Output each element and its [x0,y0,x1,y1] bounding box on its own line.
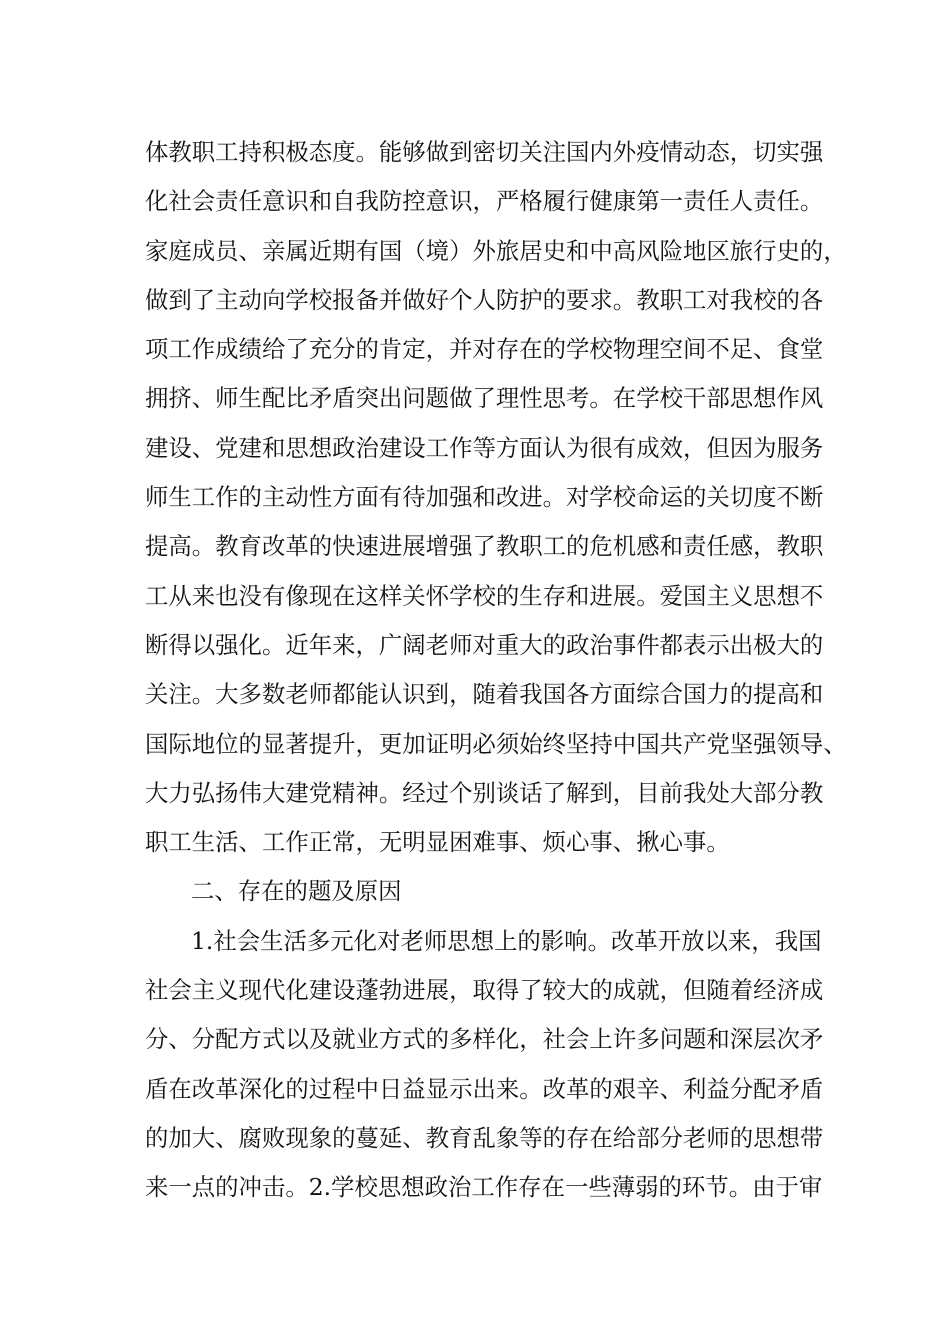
text-line: 盾在改革深化的过程中日益显示出来。改革的艰辛、利益分配矛盾 [145,1074,824,1103]
text-line: 项工作成绩给了充分的肯定，并对存在的学校物理空间不足、食堂 [145,335,824,364]
paragraph-first-line: 1.社会生活多元化对老师思想上的影响。改革开放以来，我国 [191,926,822,955]
text-line: 建设、党建和思想政治建设工作等方面认为很有成效，但因为服务 [145,433,824,462]
text-line: 断得以强化。近年来，广阔老师对重大的政治事件都表示出极大的 [145,630,824,659]
text-line: 家庭成员、亲属近期有国（境）外旅居史和中高风险地区旅行史的， [145,236,847,265]
text-line: 社会主义现代化建设蓬勃进展，取得了较大的成就，但随着经济成 [145,976,824,1005]
paragraph-end-line: 职工生活、工作正常，无明显困难事、烦心事、揪心事。 [145,828,730,857]
text-line: 的加大、腐败现象的蔓延、教育乱象等的存在给部分老师的思想带 [145,1123,824,1152]
text-line: 化社会责任意识和自我防控意识，严格履行健康第一责任人责任。 [145,187,824,216]
text-line: 拥挤、师生配比矛盾突出问题做了理性思考。在学校干部思想作风 [145,384,824,413]
text-line: 做到了主动向学校报备并做好个人防护的要求。教职工对我校的各 [145,285,824,314]
text-line: 体教职工持积极态度。能够做到密切关注国内外疫情动态，切实强 [145,138,824,166]
text-line: 师生工作的主动性方面有待加强和改进。对学校命运的关切度不断 [145,483,824,512]
text-line: 工从来也没有像现在这样关怀学校的生存和进展。爱国主义思想不 [145,581,824,610]
text-line: 关注。大多数老师都能认识到，随着我国各方面综合国力的提高和 [145,680,824,709]
body-text [145,128,847,1213]
text-line: 提高。教育改革的快速进展增强了教职工的危机感和责任感，教职 [145,532,824,561]
section-heading: 二、存在的题及原因 [191,877,402,906]
text-line: 来一点的冲击。2.学校思想政治工作存在一些薄弱的环节。由于审 [145,1173,823,1202]
text-line: 国际地位的显著提升，更加证明必须始终坚持中国共产党坚强领导、 [145,729,847,758]
text-line: 分、分配方式以及就业方式的多样化，社会上许多问题和深层次矛 [145,1025,824,1054]
text-line: 大力弘扬伟大建党精神。经过个别谈话了解到，目前我处大部分教 [145,778,824,807]
